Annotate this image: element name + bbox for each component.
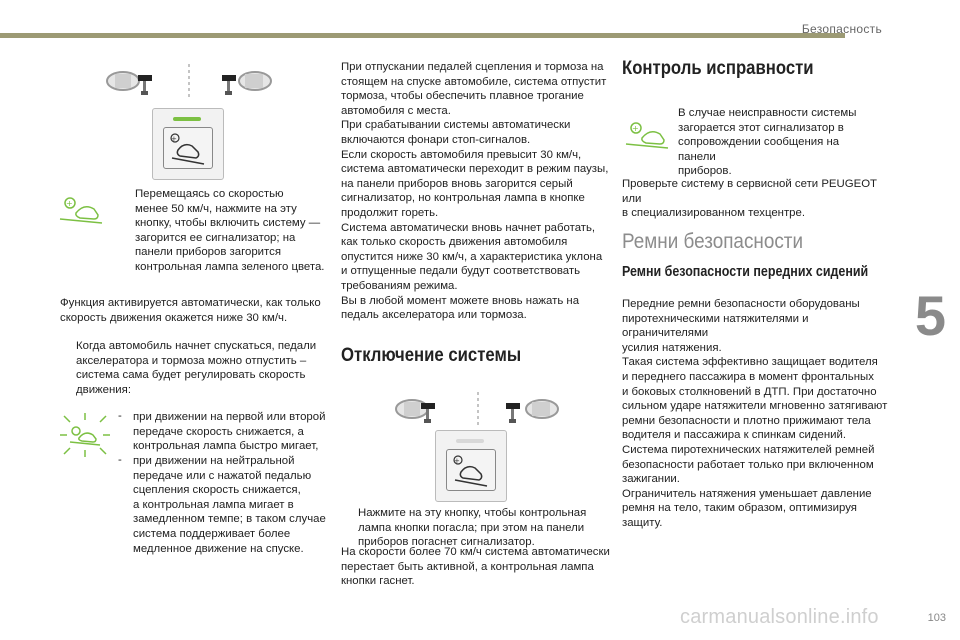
pedals-illustration xyxy=(105,62,275,102)
dash-item: при движении на нейтральной передаче или с нажатой педалью сцепления скорость снижается, а контрольная лампа мигает в замедленном темпе; в таком случае система поддерживает более медленное движение на спуске. xyxy=(133,455,326,555)
hill-descent-button[interactable] xyxy=(163,127,213,169)
bullet-text: Перемещаясь со скоростью менее 50 км/ч, нажмите на эту кнопку, чтобы включить систему — загорится ее сигнализатор; на панели приборов загорится контрольная лампа зеленого цвета. xyxy=(135,188,325,273)
svg-text:+: + xyxy=(171,135,177,143)
indicator-lamp xyxy=(173,117,201,121)
paragraph: Передние ремни безопасности оборудованы пиротехническими натяжителями и ограничителями усилия натяжения. Такая система эффективно защищает водителя и переднего пассажира в момент фронтальных и боковых столкновений в ДТП. При достаточно сильном ударе натяжители мгновенно затягивают ремни безопасности и плотно прижимают тела водителя и пассажира к спинкам сидений. Система пиротехнических натяжителей ремней безопасности работает только при включенном зажигании. Ограничитель натяжения уменьшает давление ремня на тело, таким образом, оптимизируя защиту. xyxy=(622,298,888,529)
hill-descent-fault-icon xyxy=(624,120,670,150)
steering-wheel-icon xyxy=(107,72,139,90)
header-bar xyxy=(0,33,845,38)
warning-text: В случае неисправности системы загорается этот сигнализатор в сопровождении сообщения на панели приборов. xyxy=(678,107,857,178)
hill-descent-icon xyxy=(164,128,212,168)
pedal-icon xyxy=(506,403,520,423)
hill-descent-button-panel xyxy=(435,430,507,502)
hill-descent-indicator-icon xyxy=(58,195,104,225)
hill-descent-button-panel xyxy=(152,108,224,180)
pedals-illustration xyxy=(394,390,564,430)
paragraph: На скорости более 70 км/ч система автоматически перестает быть активной, а контрольная лампа кнопки гаснет. xyxy=(341,546,610,588)
dash-marker: - xyxy=(118,410,122,422)
paragraph: При отпускании педалей сцепления и тормоза на стоящем на спуске автомобиле, система отпустит тормоза, чтобы обеспечить плавное трогание автомобиля с места. При срабатывании системы автоматически включаются фонари стоп-сигналов. Если скорость автомобиля превысит 30 км/ч, система автоматически переходит в режим паузы, на панели приборов вновь загорится серый сигнализатор, но контрольная лампа в кнопке продолжит гореть. Система автоматически вновь начнет работать, как только скорость движения автомобиля опустится ниже 30 км/ч, а характеристика уклона и отпущенные педали будут соответствовать требованиям режима. Вы в любой момент можете вновь нажать на педаль акселератора или тормоза. xyxy=(341,61,609,322)
watermark: carmanualsonline.info xyxy=(680,606,879,628)
pedal-icon xyxy=(138,75,152,95)
heading-seatbelts: Ремни безопасности xyxy=(622,230,804,253)
page-number: 103 xyxy=(927,612,946,624)
svg-text:+: + xyxy=(454,457,460,465)
svg-text:+: + xyxy=(66,199,73,208)
steering-wheel-icon xyxy=(526,400,558,418)
dash-item: при движении на первой или второй передаче скорость снижается, а контрольная лампа быстро мигает, xyxy=(133,411,326,453)
heading-front-seatbelts: Ремни безопасности передних сидений xyxy=(622,264,869,280)
heading-function-check: Контроль исправности xyxy=(622,58,814,79)
indicator-lamp xyxy=(456,439,484,443)
dash-marker: - xyxy=(118,454,122,466)
paragraph: Проверьте систему в сервисной сети PEUGEOT или в специализированном техцентре. xyxy=(622,178,877,220)
steering-wheel-icon xyxy=(239,72,271,90)
bullet-text: Когда автомобиль начнет спускаться, педали акселератора и тормоза можно отпустить – система сама будет регулировать скорость движения: xyxy=(76,340,317,396)
blinking-indicator-icon xyxy=(60,412,110,458)
heading-disable-system: Отключение системы xyxy=(341,345,522,366)
hill-descent-button[interactable] xyxy=(446,449,496,491)
chapter-number: 5 xyxy=(914,284,946,347)
section-title: Безопасность xyxy=(801,22,882,36)
hill-descent-icon xyxy=(447,450,495,490)
pedal-icon xyxy=(222,75,236,95)
bullet-text: Нажмите на эту кнопку, чтобы контрольная лампа кнопки погасла; при этом на панели приборов погаснет сигнализатор. xyxy=(358,507,587,549)
svg-text:+: + xyxy=(632,124,639,133)
paragraph: Функция активируется автоматически, как только скорость движения окажется ниже 30 км/ч. xyxy=(60,297,321,324)
